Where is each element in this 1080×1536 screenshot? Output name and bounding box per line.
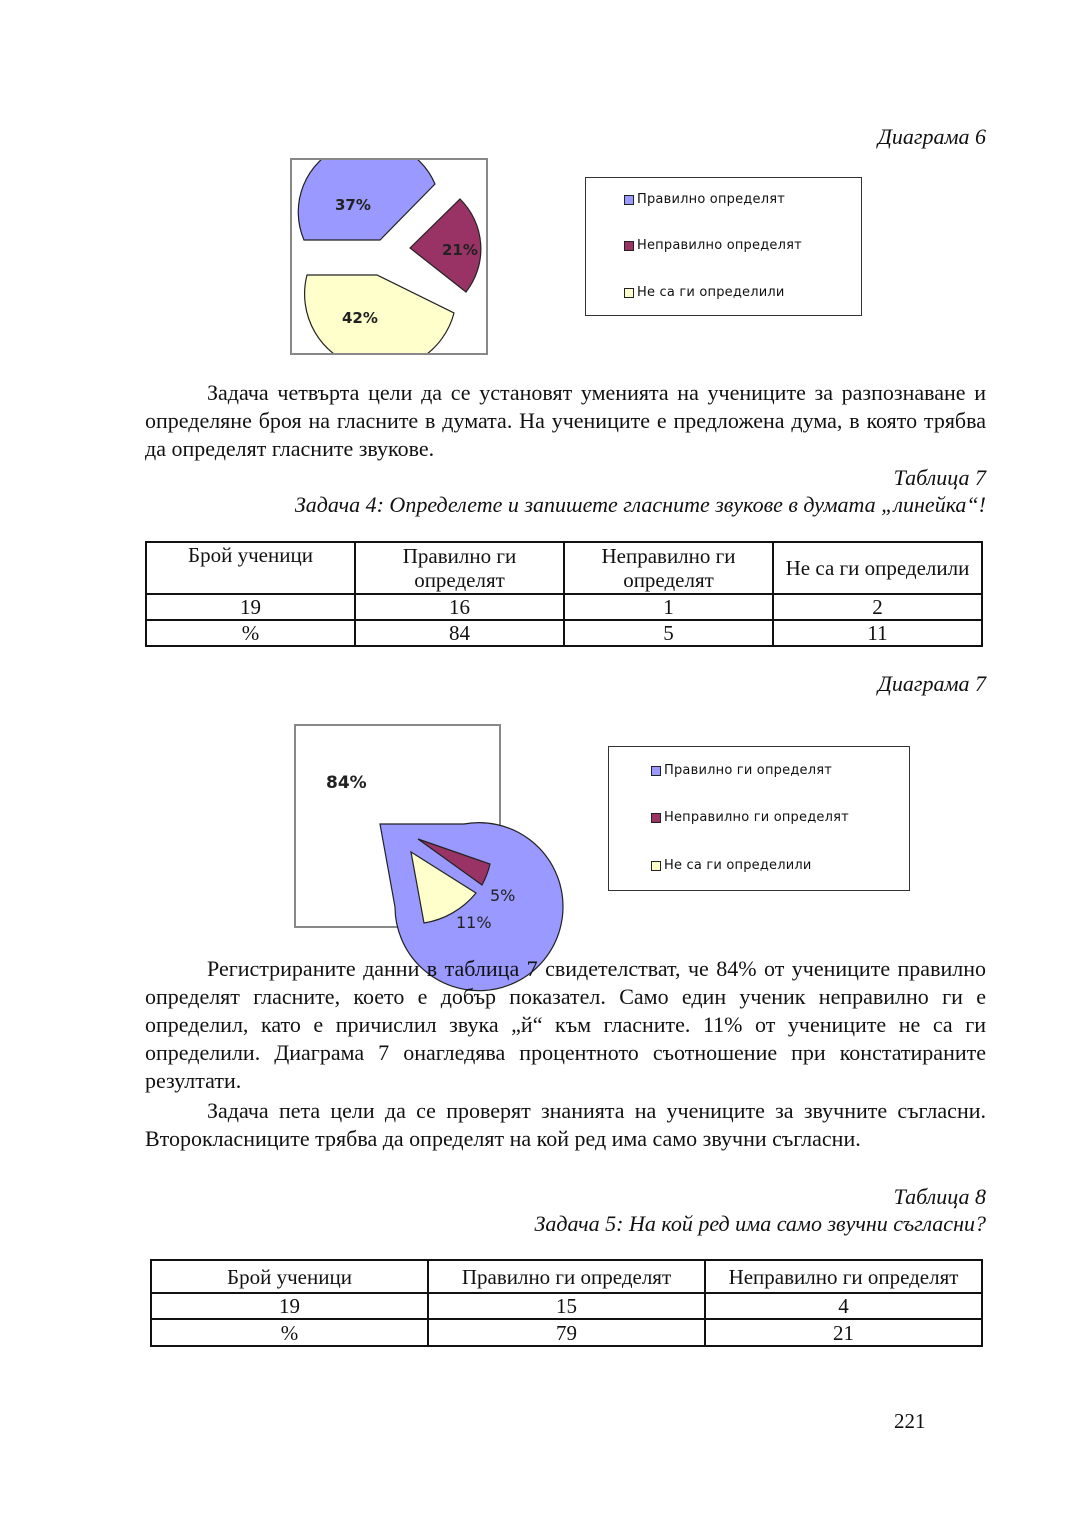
paragraph-2: [145, 955, 986, 1095]
paragraph-3-text: Задача пета цели да се проверят знанията на учениците за звучните съгласни. Второкласниците трябва да определят на кой ред има само звучни съгласни.: [145, 1098, 986, 1151]
table-header-cell: Брой ученици: [146, 542, 355, 594]
diagram6-legend-item-incorrect: [624, 238, 802, 253]
table-cell: 19: [151, 1293, 428, 1319]
table-row: [146, 594, 982, 620]
diagram6-slice-undetermined: [305, 275, 454, 353]
table-header-cell: Неправилно ги определят: [564, 542, 773, 594]
table-header-cell: Неправилно ги определят: [705, 1260, 982, 1293]
table-cell: 5: [564, 620, 773, 646]
table-cell: 16: [355, 594, 564, 620]
table-cell: 15: [428, 1293, 705, 1319]
diagram7-legend: [608, 746, 910, 891]
legend-label: Неправилно определят: [637, 238, 802, 253]
table-header-cell: Брой ученици: [151, 1260, 428, 1293]
legend-label: Не са ги определили: [637, 285, 785, 300]
diagram7-label-correct: 84%: [326, 773, 367, 793]
diagram7-caption: Диаграма 7: [877, 671, 986, 696]
table7-caption: Таблица 7: [893, 465, 986, 490]
legend-label: Правилно определят: [637, 192, 785, 207]
legend-label: Правилно ги определят: [664, 763, 833, 778]
diagram6-legend-item-undetermined: [624, 285, 785, 300]
diagram7-legend-item-undetermined: [651, 858, 812, 873]
diagram6-legend: [585, 177, 862, 316]
table-header-cell: Правилно ги определят: [355, 542, 564, 594]
table7-task: Задача 4: Определете и запишете гласните звукове в думата „линейка“!: [294, 492, 986, 517]
legend-swatch: [651, 813, 661, 823]
table-cell: %: [151, 1319, 428, 1346]
legend-label: Не са ги определили: [664, 858, 812, 873]
diagram6-label-incorrect: 21%: [442, 241, 478, 259]
diagram6-chart: [290, 158, 488, 355]
table-cell: 19: [146, 594, 355, 620]
paragraph-1: [145, 379, 986, 463]
legend-label: Неправилно ги определят: [664, 810, 849, 825]
paragraph-1-text: Задача четвърта цели да се установят уменията на учениците за разпознаване и определяне броя на гласните в думата. На учениците е предложена дума, в която трябва да определят гласните звукове.: [145, 380, 986, 461]
diagram6-label-undetermined: 42%: [342, 309, 378, 327]
table-cell: 84: [355, 620, 564, 646]
table-cell: 4: [705, 1293, 982, 1319]
diagram7-legend-item-incorrect: [651, 810, 849, 825]
legend-swatch: [624, 288, 634, 298]
table-row: [146, 620, 982, 646]
paragraph-3: [145, 1097, 986, 1153]
diagram7-pie: [296, 726, 526, 936]
table-cell: 1: [564, 594, 773, 620]
table-header-cell: Правилно ги определят: [428, 1260, 705, 1293]
legend-swatch: [651, 766, 661, 776]
diagram6-label-correct: 37%: [335, 196, 371, 214]
table7: [145, 541, 983, 647]
legend-swatch: [624, 241, 634, 251]
diagram7-chart: [294, 724, 516, 932]
legend-swatch: [624, 195, 634, 205]
diagram6-pie: [292, 160, 486, 353]
table8-task: Задача 5: На кой ред има само звучни съгласни?: [534, 1211, 986, 1236]
table-row: [151, 1319, 982, 1346]
table-header-cell: Не са ги определили: [773, 542, 982, 594]
table-cell: 79: [428, 1319, 705, 1346]
table-cell: 2: [773, 594, 982, 620]
legend-swatch: [651, 861, 661, 871]
table8: [150, 1259, 983, 1347]
diagram7-label-undetermined: 11%: [456, 913, 492, 932]
table-header-row: [146, 542, 982, 594]
page-number: 221: [894, 1409, 926, 1433]
table-cell: %: [146, 620, 355, 646]
paragraph-2-text: Регистрираните данни в таблица 7 свидетелстват, че 84% от учениците правилно определят гласните, което е добър показател. Само един ученик неправилно ги е определил, като е причислил звука „й“ към гласните. 11% от учениците не са ги определили. Диаграма 7 онагледява процентното съотношение при констатираните резултати.: [145, 956, 986, 1093]
table8-caption: Таблица 8: [893, 1184, 986, 1209]
table-cell: 21: [705, 1319, 982, 1346]
diagram7-label-incorrect: 5%: [490, 886, 516, 905]
diagram6-legend-item-correct: [624, 192, 785, 207]
diagram7-legend-item-correct: [651, 763, 832, 778]
diagram6-caption: Диаграма 6: [877, 124, 986, 149]
table-row: [151, 1293, 982, 1319]
table-cell: 11: [773, 620, 982, 646]
table-header-row: [151, 1260, 982, 1293]
